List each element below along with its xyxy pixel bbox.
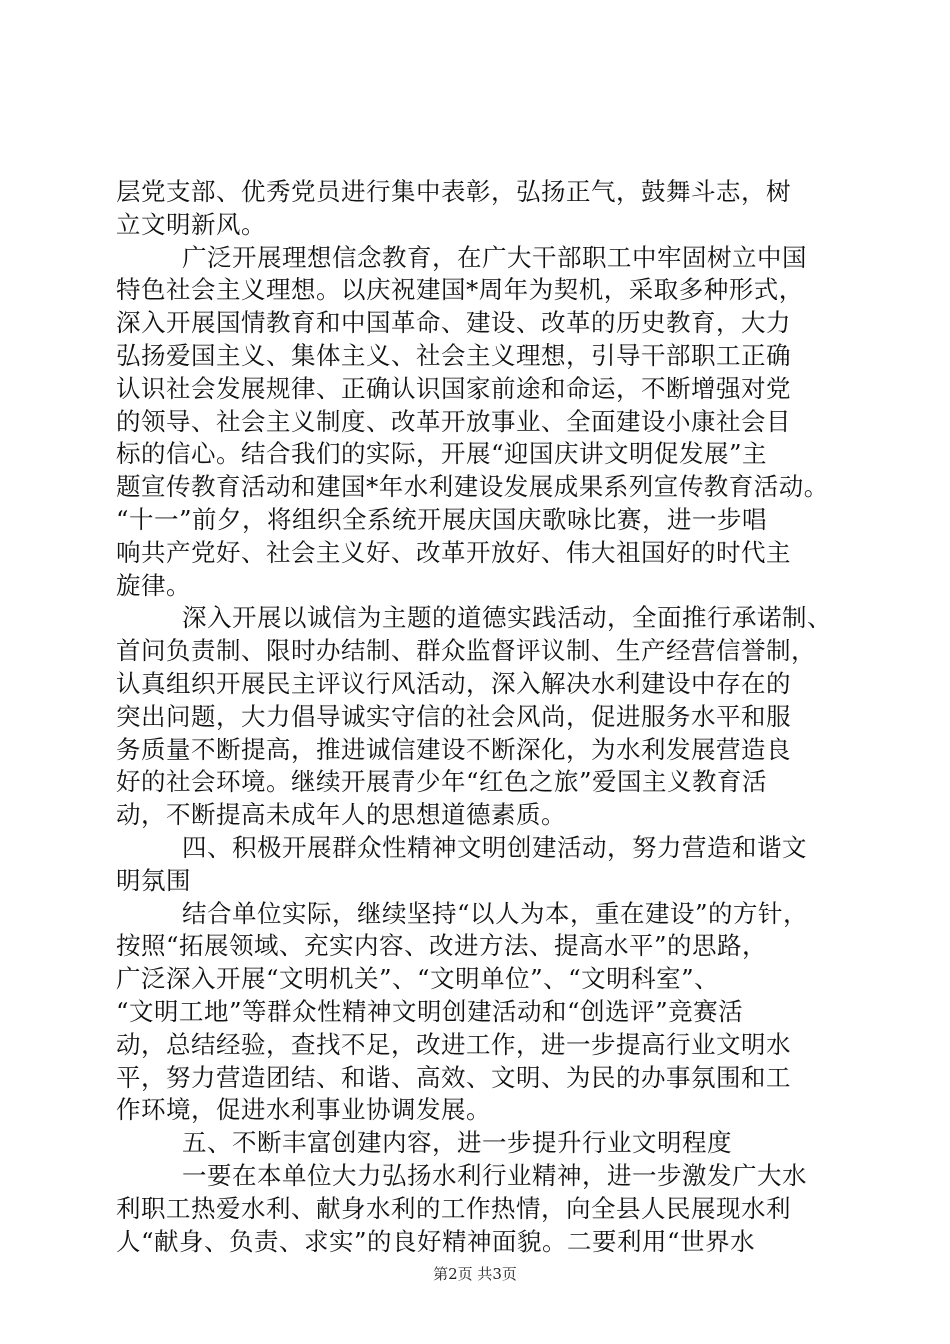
text-line: 平，努力营造团结、和谐、高效、文明、为民的办事氛围和工 — [116, 1062, 791, 1092]
text-line: “文明工地”等群众性精神文明创建活动和“创选评”竞赛活 — [116, 996, 744, 1026]
page-footer: 第2页 共3页 — [433, 1265, 517, 1283]
text-line: 动，总结经验，查找不足，改进工作，进一步提高行业文明水 — [116, 1029, 791, 1059]
text-line: 弘扬爱国主义、集体主义、社会主义理想，引导干部职工正确 — [116, 340, 791, 370]
text-line: 人“献身、负责、求实”的良好精神面貌。二要利用“世界水 — [116, 1226, 756, 1256]
text-line: 的领导、社会主义制度、改革开放事业、全面建设小康社会目 — [116, 406, 791, 436]
text-line: 深入开展国情教育和中国革命、建设、改革的历史教育，大力 — [116, 308, 791, 338]
text-line: 首问负责制、限时办结制、群众监督评议制、生产经营信誉制， — [116, 636, 816, 666]
text-line: 广泛开展理想信念教育，在广大干部职工中牢固树立中国 — [182, 242, 807, 272]
text-line: 四、积极开展群众性精神文明创建活动，努力营造和谐文 — [182, 832, 807, 862]
text-line: 深入开展以诚信为主题的道德实践活动，全面推行承诺制、 — [182, 603, 832, 633]
text-line: 特色社会主义理想。以庆祝建国*周年为契机，采取多种形式， — [116, 275, 804, 305]
text-line: 作环境，促进水利事业协调发展。 — [116, 1095, 491, 1125]
text-line: 利职工热爱水利、献身水利的工作热情，向全县人民展现水利 — [116, 1193, 791, 1223]
text-line: 响共产党好、社会主义好、改革开放好、伟大祖国好的时代主 — [116, 537, 791, 567]
text-line: 立文明新风。 — [116, 209, 266, 239]
text-line: 按照“拓展领域、充实内容、改进方法、提高水平”的思路， — [116, 931, 768, 961]
text-line: “十一”前夕，将组织全系统开展庆国庆歌咏比赛，进一步唱 — [116, 504, 768, 534]
document-body — [116, 176, 836, 1258]
text-line: 动，不断提高未成年人的思想道德素质。 — [116, 800, 566, 830]
text-line: 突出问题，大力倡导诚实守信的社会风尚，促进服务水平和服 — [116, 701, 791, 731]
text-line: 一要在本单位大力弘扬水利行业精神，进一步激发广大水 — [182, 1160, 807, 1190]
text-line: 务质量不断提高，推进诚信建设不断深化，为水利发展营造良 — [116, 734, 791, 764]
text-line: 广泛深入开展“文明机关”、“文明单位”、“文明科室”、 — [116, 964, 720, 994]
text-line: 结合单位实际，继续坚持“以人为本，重在建设”的方针， — [182, 898, 809, 928]
text-line: 旋律。 — [116, 570, 191, 600]
text-line: 明氛围 — [116, 865, 191, 895]
text-line: 标的信心。结合我们的实际，开展“迎国庆讲文明促发展”主 — [116, 439, 768, 469]
text-line: 认真组织开展民主评议行风活动，深入解决水利建设中存在的 — [116, 668, 791, 698]
text-line: 五、不断丰富创建内容，进一步提升行业文明程度 — [182, 1128, 732, 1158]
text-line: 认识社会发展规律、正确认识国家前途和命运，不断增强对党 — [116, 373, 791, 403]
text-line: 好的社会环境。继续开展青少年“红色之旅”爱国主义教育活 — [116, 767, 768, 797]
text-line: 层党支部、优秀党员进行集中表彰，弘扬正气，鼓舞斗志，树 — [116, 177, 791, 206]
text-line: 题宣传教育活动和建国*年水利建设发展成果系列宣传教育活动。 — [116, 472, 829, 502]
